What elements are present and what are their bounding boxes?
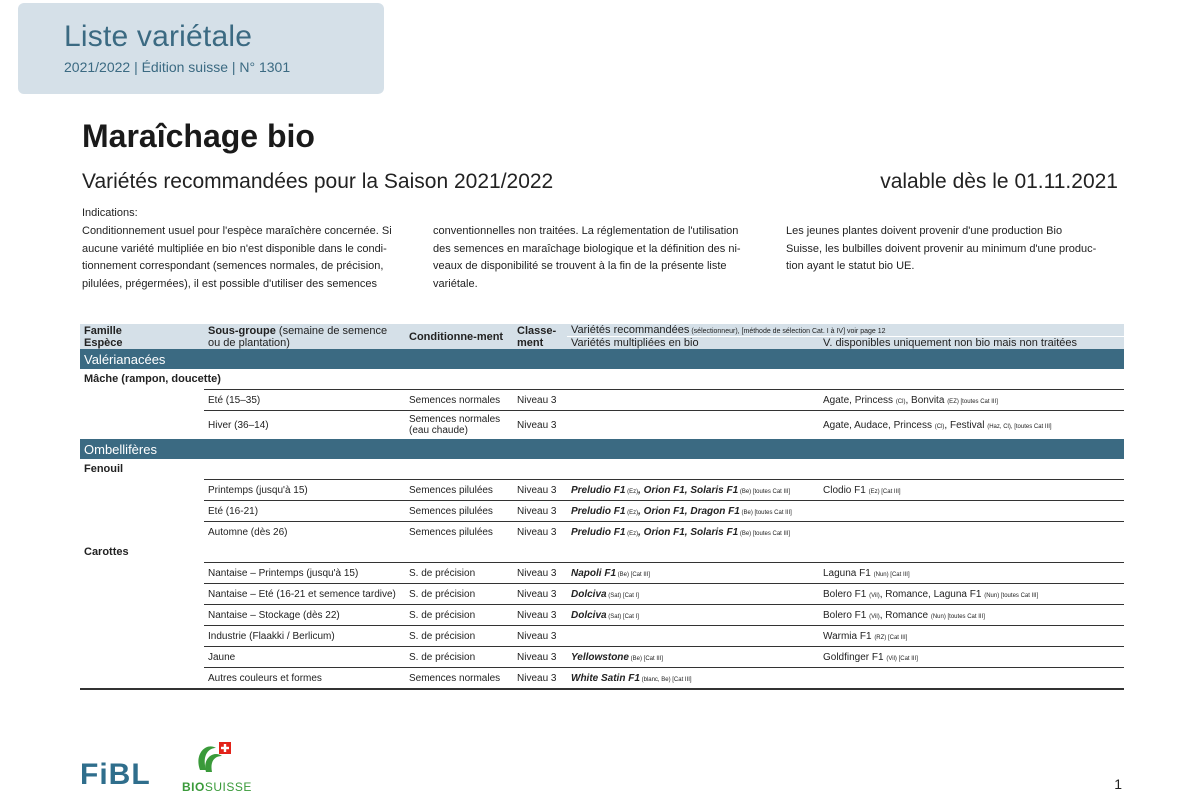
variety-name: Goldfinger F1 [823, 651, 887, 663]
bio-suisse-logo [182, 780, 252, 794]
variety-name: , Romance [879, 609, 931, 621]
ind-line: conventionnelles non traitées. La réglementation de l'utilisation [433, 225, 739, 237]
cell-empty [80, 668, 204, 690]
cell-classement: Niveau 3 [513, 668, 567, 690]
cell-empty [80, 390, 204, 411]
species-name: Mâche (rampon, doucette) [84, 373, 221, 385]
cell-bio-varieties [567, 605, 819, 626]
cell-sous-groupe: Industrie (Flaakki / Berlicum) [204, 626, 405, 647]
col-header-classement: Classe-ment [513, 324, 567, 349]
cell-empty [80, 563, 204, 584]
cell-classement: Niveau 3 [513, 480, 567, 501]
cell-conditionnement: Semences normales (eau chaude) [405, 411, 513, 440]
table-row [80, 501, 1124, 522]
cell-classement: Niveau 3 [513, 584, 567, 605]
col-header-non-bio: V. disponibles uniquement non bio mais non traitées [819, 337, 1124, 350]
ind-line: variétale. [433, 277, 478, 290]
variety-note: (Nun) [toutes Cat III] [930, 613, 985, 620]
ind-line: des semences en maraîchage biologique et la définition des ni- [433, 242, 741, 255]
col-header-sous-groupe [204, 324, 405, 349]
indications-col-1 [82, 223, 418, 293]
cell-classement: Niveau 3 [513, 522, 567, 543]
cell-classement: Niveau 3 [513, 411, 567, 440]
species-row [80, 369, 1124, 390]
suisse-text: SUISSE [204, 780, 252, 794]
variety-name: White Satin F1 [571, 672, 640, 684]
species-row [80, 542, 1124, 563]
cell-bio-varieties [567, 501, 819, 522]
ind-line: veaux de disponibilité se trouvent à la fin de la présente liste [433, 260, 727, 272]
cell-bio-varieties [567, 563, 819, 584]
cell-classement: Niveau 3 [513, 390, 567, 411]
cell-bio-varieties [567, 411, 819, 440]
varietes-label: Variétés recommandées [571, 324, 690, 336]
header-title: Liste variétale [64, 20, 253, 53]
variety-name: Dolciva [571, 609, 607, 621]
variety-name: , Festival [944, 419, 988, 431]
variety-name: , Orion F1, Solaris F1 [638, 484, 739, 496]
cell-bio-varieties [567, 480, 819, 501]
cell-empty [80, 626, 204, 647]
family-row [80, 349, 1124, 369]
cell-conditionnement: Semences pilulées [405, 522, 513, 543]
variety-note: (Ez) [625, 488, 639, 495]
table-row [80, 563, 1124, 584]
cell-conditionnement: S. de précision [405, 647, 513, 668]
cell-nonbio-varieties [819, 584, 1124, 605]
indications-col-2 [433, 223, 773, 293]
page-number: 1 [1114, 776, 1122, 792]
variety-name: Dolciva [571, 588, 607, 600]
variety-name: Napoli F1 [571, 567, 617, 579]
variety-note: (EZ) [toutes Cat III] [947, 398, 998, 405]
variety-name: Warmia F1 [823, 630, 875, 642]
cell-empty [80, 411, 204, 440]
cell-classement: Niveau 3 [513, 501, 567, 522]
variety-name: Yellowstone [571, 651, 629, 663]
family-row [80, 439, 1124, 459]
variety-name: Preludio F1 [571, 526, 626, 538]
cell-sous-groupe: Eté (16-21) [204, 501, 405, 522]
table-row [80, 626, 1124, 647]
cell-empty [80, 647, 204, 668]
ind-line: aucune variété multipliée en bio n'est disponible dans le condi- [82, 242, 387, 255]
cell-sous-groupe: Automne (dès 26) [204, 522, 405, 543]
header-edition: 2021/2022 | Édition suisse | N° 1301 [64, 59, 291, 75]
cell-nonbio-varieties [819, 522, 1124, 543]
cell-sous-groupe: Eté (15–35) [204, 390, 405, 411]
ind-line: tionnement correspondant (semences normales, de précision, [82, 260, 384, 272]
cell-empty [80, 522, 204, 543]
cell-empty [80, 605, 204, 626]
variety-note: (Haz, Cl), [toutes Cat III] [987, 423, 1052, 430]
col-header-multipliees-bio: Variétés multipliées en bio [567, 337, 819, 350]
cell-conditionnement: S. de précision [405, 605, 513, 626]
cell-sous-groupe: Nantaise – Printemps (jusqu'à 15) [204, 563, 405, 584]
table-body [80, 349, 1124, 689]
variety-note: (Ez) [625, 509, 639, 516]
valid-date: valable dès le 01.11.2021 [880, 170, 1118, 193]
cell-sous-groupe: Nantaise – Eté (16-21 et semence tardive) [204, 584, 405, 605]
cell-nonbio-varieties [819, 390, 1124, 411]
cell-bio-varieties [567, 390, 819, 411]
species-name: Carottes [84, 546, 129, 558]
cell-classement: Niveau 3 [513, 563, 567, 584]
cell-sous-groupe: Jaune [204, 647, 405, 668]
cell-bio-varieties [567, 647, 819, 668]
col-header-varietes [567, 324, 1124, 337]
ind-line: pilulées, prégermées), il est possible d'utiliser des semences [82, 277, 377, 290]
cell-nonbio-varieties [819, 668, 1124, 690]
cell-sous-groupe: Hiver (36–14) [204, 411, 405, 440]
variety-note: (Vil) [Cat III] [886, 655, 918, 662]
bio-suisse-bud-icon [192, 740, 234, 780]
cell-empty [80, 480, 204, 501]
variety-note: (Cl) [934, 423, 945, 430]
cell-conditionnement: S. de précision [405, 563, 513, 584]
cell-empty [80, 584, 204, 605]
cell-bio-varieties [567, 584, 819, 605]
variety-name: Preludio F1 [571, 484, 626, 496]
cell-conditionnement: S. de précision [405, 584, 513, 605]
table-row [80, 668, 1124, 690]
variety-name: , Orion F1, Dragon F1 [638, 505, 740, 517]
cell-bio-varieties [567, 522, 819, 543]
cell-nonbio-varieties [819, 563, 1124, 584]
variety-name: Agate, Princess [823, 394, 896, 406]
ind-line: Suisse, les bulbilles doivent provenir au minimum d'une produc- [786, 242, 1097, 255]
cell-nonbio-varieties [819, 626, 1124, 647]
espece-label: Espèce [84, 336, 123, 349]
variety-name: Laguna F1 [823, 567, 874, 579]
bio-text: BIO [182, 780, 205, 794]
table-row [80, 605, 1124, 626]
table-row [80, 390, 1124, 411]
variety-note: (Nun) [Cat III] [873, 571, 910, 578]
famille-label: Famille [84, 324, 122, 337]
variety-note: (Sat) [Cat I] [606, 613, 639, 620]
variety-name: , Bonvita [905, 394, 948, 406]
varietes-note: (sélectionneur), [méthode de sélection Cat. I à IV] voir page 12 [689, 328, 886, 335]
variety-name: Bolero F1 [823, 609, 870, 621]
table-row [80, 647, 1124, 668]
species-row [80, 459, 1124, 480]
page-title: Maraîchage bio [82, 118, 315, 154]
cell-classement: Niveau 3 [513, 647, 567, 668]
cell-nonbio-varieties [819, 605, 1124, 626]
variety-table [80, 324, 1124, 690]
variety-note: (Ez) [Cat III] [868, 488, 901, 495]
cell-nonbio-varieties [819, 501, 1124, 522]
variety-note: (Vil) [869, 592, 880, 599]
cell-conditionnement: Semences normales [405, 668, 513, 690]
indications-heading: Indications: [82, 207, 138, 219]
sous-groupe-note: (semaine de semence ou de plantation) [208, 324, 388, 349]
table-row [80, 411, 1124, 440]
ind-line: Conditionnement usuel pour l'espèce maraîchère concernée. Si [82, 225, 392, 237]
col-header-famille [80, 324, 204, 349]
variety-note: (Be) [toutes Cat III] [739, 509, 792, 516]
cell-nonbio-varieties [819, 647, 1124, 668]
variety-note: (Sat) [Cat I] [606, 592, 639, 599]
cell-sous-groupe: Nantaise – Stockage (dès 22) [204, 605, 405, 626]
variety-name: Bolero F1 [823, 588, 870, 600]
variety-note: (Be) [Cat III] [628, 655, 663, 662]
fibl-logo: FiBL [80, 758, 151, 791]
sous-groupe-label: Sous-groupe [208, 324, 276, 337]
table-row [80, 584, 1124, 605]
cell-sous-groupe: Printemps (jusqu'à 15) [204, 480, 405, 501]
variety-note: (Nun) [toutes Cat III] [984, 592, 1039, 599]
cell-bio-varieties [567, 668, 819, 690]
family-name: Valérianacées [80, 349, 1124, 369]
species-name: Fenouil [84, 463, 124, 475]
cell-bio-varieties [567, 626, 819, 647]
variety-name: Clodio F1 [823, 484, 869, 496]
cell-classement: Niveau 3 [513, 605, 567, 626]
cell-classement: Niveau 3 [513, 626, 567, 647]
variety-note: (Vil) [869, 613, 880, 620]
cell-conditionnement: S. de précision [405, 626, 513, 647]
variety-name: , Orion F1, Solaris F1 [638, 526, 739, 538]
table-row [80, 522, 1124, 543]
cell-nonbio-varieties [819, 480, 1124, 501]
variety-note: (blanc, Be) [Cat III] [639, 676, 692, 683]
ind-line: tion ayant le statut bio UE. [786, 260, 915, 272]
variety-note: (Cl) [895, 398, 906, 405]
variety-name: Preludio F1 [571, 505, 626, 517]
variety-name: , Romance, Laguna F1 [879, 588, 985, 600]
variety-note: (Be) [toutes Cat III] [738, 488, 791, 495]
ind-line: Les jeunes plantes doivent provenir d'une production Bio [786, 225, 1063, 237]
variety-note: (RZ) [Cat III] [874, 634, 908, 641]
cell-sous-groupe: Autres couleurs et formes [204, 668, 405, 690]
cell-conditionnement: Semences pilulées [405, 501, 513, 522]
col-header-conditionnement: Conditionne-ment [405, 324, 513, 349]
variety-note: (Be) [Cat III] [616, 571, 651, 578]
variety-note: (Be) [toutes Cat III] [738, 530, 791, 537]
variety-name: Agate, Audace, Princess [823, 419, 935, 431]
cell-conditionnement: Semences normales [405, 390, 513, 411]
variety-note: (Ez) [625, 530, 639, 537]
family-name: Ombellifères [80, 439, 1124, 459]
table-row [80, 480, 1124, 501]
cell-nonbio-varieties [819, 411, 1124, 440]
page-subtitle: Variétés recommandées pour la Saison 2021/2022 [82, 170, 554, 193]
cell-conditionnement: Semences pilulées [405, 480, 513, 501]
cell-empty [80, 501, 204, 522]
indications-col-3 [786, 223, 1126, 276]
